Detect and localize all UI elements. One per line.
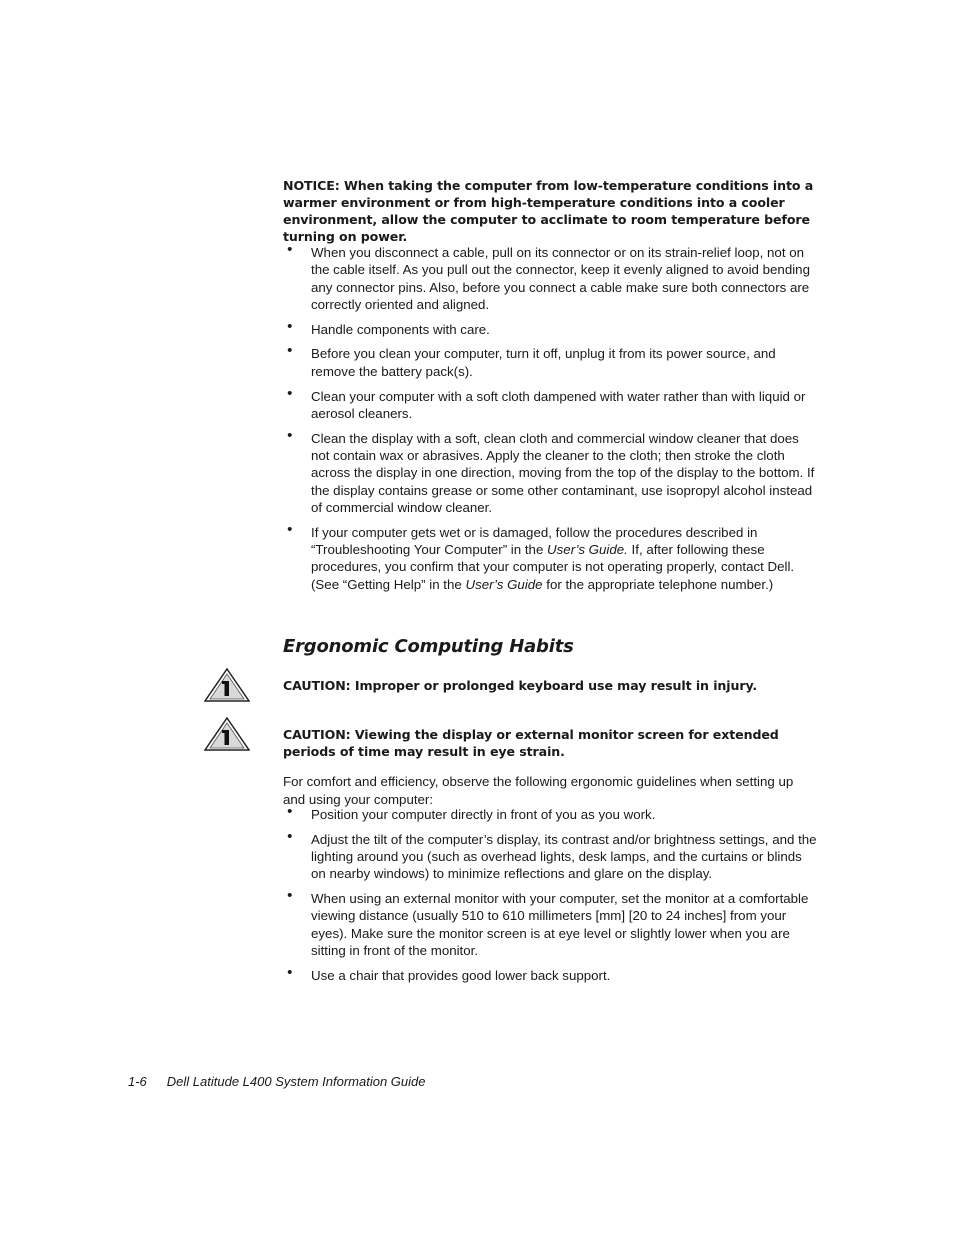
bullet-icon: •: [287, 317, 293, 335]
list-item: • Adjust the tilt of the computer’s display, its contrast and/or brightness settings, and the lighting around you (such as overhead lights, desk lamps, and the curtains or blinds on nearby windows) to minimize reflections and glare on the display.: [287, 827, 817, 882]
notice-paragraph: NOTICE: When taking the computer from low-temperature conditions into a warmer environment or from high-temperature conditions into a cooler environment, allow the computer to acclimate to room temperature before turning on power.: [283, 177, 814, 245]
list-item-wet-computer: • If your computer gets wet or is damaged, follow the procedures described in “Troubleshooting Your Computer” in the User’s Guide. If, after following these procedures, you confirm that your computer is not operating properly, contact Dell. (See “Getting Help” in the User’s Guide for the appropriate telephone number.): [287, 520, 795, 592]
caution-eye-strain: CAUTION: Viewing the display or external monitor screen for extended periods of time may result in eye strain.: [283, 726, 779, 759]
list-item: • When you disconnect a cable, pull on its connector or on its strain-relief loop, not on the cable itself. As you pull out the connector, keep it evenly aligned to avoid bending any connector pins. Also, before you connect a cable make sure both connectors are correctly oriented and aligned.: [287, 241, 810, 312]
list-item: • Use a chair that provides good lower back support.: [287, 963, 611, 983]
list-item: • Handle components with care.: [287, 317, 490, 337]
bullet-icon: •: [287, 384, 293, 402]
list-item: • Clean your computer with a soft cloth dampened with water rather than with liquid or aerosol cleaners.: [287, 384, 806, 421]
care-list: [283, 241, 818, 600]
bullet-icon: •: [287, 426, 293, 444]
ergonomic-list: [283, 803, 818, 992]
bullet-icon: •: [287, 520, 293, 538]
bullet-icon: •: [287, 827, 293, 845]
section-heading: Ergonomic Computing Habits: [283, 636, 574, 657]
page-number: 1-6: [128, 1074, 147, 1089]
list-item: • Clean the display with a soft, clean cloth and commercial window cleaner that does not contain wax or abrasives. Apply the cleaner to the cloth; then stroke the cloth across the display in one direction, moving from the top of the display to the bottom. If the display contains grease or some other contaminant, use isopropyl alcohol instead of commercial window cleaner.: [287, 426, 815, 515]
bullet-icon: •: [287, 342, 293, 360]
intro-paragraph: For comfort and efficiency, observe the following ergonomic guidelines when setting up and using your computer:: [283, 774, 794, 807]
users-guide-reference: User’s Guide.: [547, 541, 628, 557]
bullet-icon: •: [287, 803, 293, 820]
caution-triangle-icon: [204, 717, 250, 751]
users-guide-reference: User’s Guide: [465, 576, 543, 592]
caution-triangle-icon: [204, 668, 250, 702]
page-footer: [128, 1073, 426, 1090]
list-item: • Position your computer directly in front of you as you work.: [287, 803, 656, 822]
caution-keyboard: CAUTION: Improper or prolonged keyboard use may result in injury.: [283, 677, 758, 693]
list-item: • Before you clean your computer, turn it off, unplug it from its power source, and remove the battery pack(s).: [287, 342, 776, 379]
bullet-icon: •: [287, 241, 293, 258]
bullet-icon: •: [287, 887, 293, 905]
list-item: • When using an external monitor with your computer, set the monitor at a comfortable viewing distance (usually 510 to 610 millimeters [mm] [20 to 24 inches] from your eyes). Make sure the monitor screen is at eye level or slightly lower when you are sitting in front of the monitor.: [287, 887, 809, 959]
document-title: Dell Latitude L400 System Information Guide: [166, 1074, 426, 1089]
bullet-icon: •: [287, 963, 293, 981]
